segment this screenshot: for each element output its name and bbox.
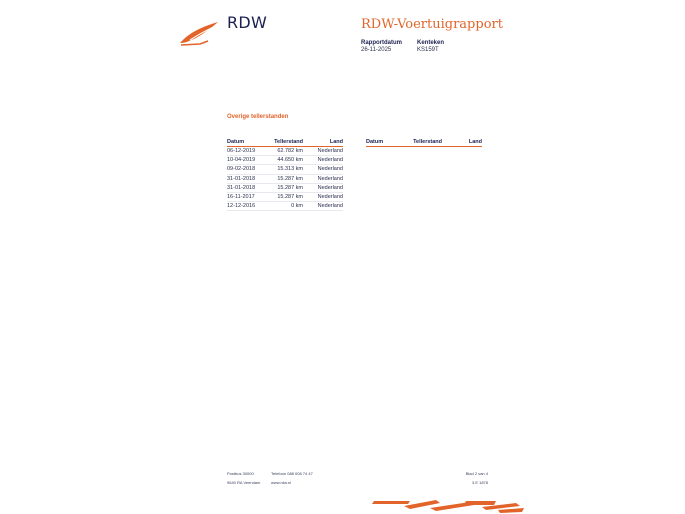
cell-date: 06-12-2019 (227, 147, 269, 156)
report-date-label: Rapportdatum (361, 40, 402, 46)
column-header-country: Land (442, 138, 482, 147)
odometer-table-left (227, 138, 343, 211)
footer-code: 3.E 1878 (471, 480, 488, 485)
cell-country: Nederland (303, 202, 343, 211)
cell-date: 10-04-2019 (227, 156, 269, 165)
cell-country: Nederland (303, 147, 343, 156)
cell-date: 31-01-2018 (227, 174, 269, 183)
column-header-odometer: Tellerstand (269, 138, 303, 147)
table-row (227, 192, 343, 201)
cell-country: Nederland (303, 174, 343, 183)
footer-stripes-icon (370, 498, 526, 514)
rdw-logo-icon (178, 20, 220, 46)
cell-odometer: 15.287 km (269, 174, 303, 183)
odometer-table-right (366, 138, 482, 147)
table-row (227, 183, 343, 192)
license-plate-value: KS159T (417, 47, 439, 53)
column-header-country: Land (303, 138, 343, 147)
footer-address-line2: 9640 RA Veendam (227, 480, 261, 485)
cell-date: 12-12-2016 (227, 202, 269, 211)
table-row (227, 147, 343, 156)
footer-page-number: Blad 2 van 4 (465, 471, 488, 476)
cell-country: Nederland (303, 165, 343, 174)
document-title: RDW-Voertuigrapport (361, 17, 503, 32)
license-plate-label: Kenteken (417, 40, 445, 46)
table-row (227, 202, 343, 211)
footer-website-link[interactable]: www.rdw.nl (271, 480, 292, 485)
cell-date: 31-01-2018 (227, 183, 269, 192)
cell-odometer: 0 km (269, 202, 303, 211)
logo-text: RDW (227, 13, 268, 32)
report-date-value: 26-11-2025 (361, 47, 392, 53)
cell-odometer: 62.782 km (269, 147, 303, 156)
table-header-row (366, 138, 482, 147)
cell-date: 16-11-2017 (227, 192, 269, 201)
column-header-odometer: Tellerstand (408, 138, 442, 147)
cell-odometer: 15.313 km (269, 165, 303, 174)
section-title: Overige tellerstanden (227, 114, 289, 120)
footer-phone: Telefoon 088 008 74 47 (271, 471, 313, 476)
cell-country: Nederland (303, 156, 343, 165)
column-header-date: Datum (227, 138, 269, 147)
footer-address-line1: Postbus 30000 (227, 471, 254, 476)
table-row (227, 165, 343, 174)
table-header-row (227, 138, 343, 147)
cell-country: Nederland (303, 183, 343, 192)
column-header-date: Datum (366, 138, 408, 147)
table-row (227, 174, 343, 183)
cell-date: 09-02-2018 (227, 165, 269, 174)
cell-country: Nederland (303, 192, 343, 201)
cell-odometer: 44.650 km (269, 156, 303, 165)
cell-odometer: 15.287 km (269, 192, 303, 201)
cell-odometer: 15.287 km (269, 183, 303, 192)
table-row (227, 156, 343, 165)
